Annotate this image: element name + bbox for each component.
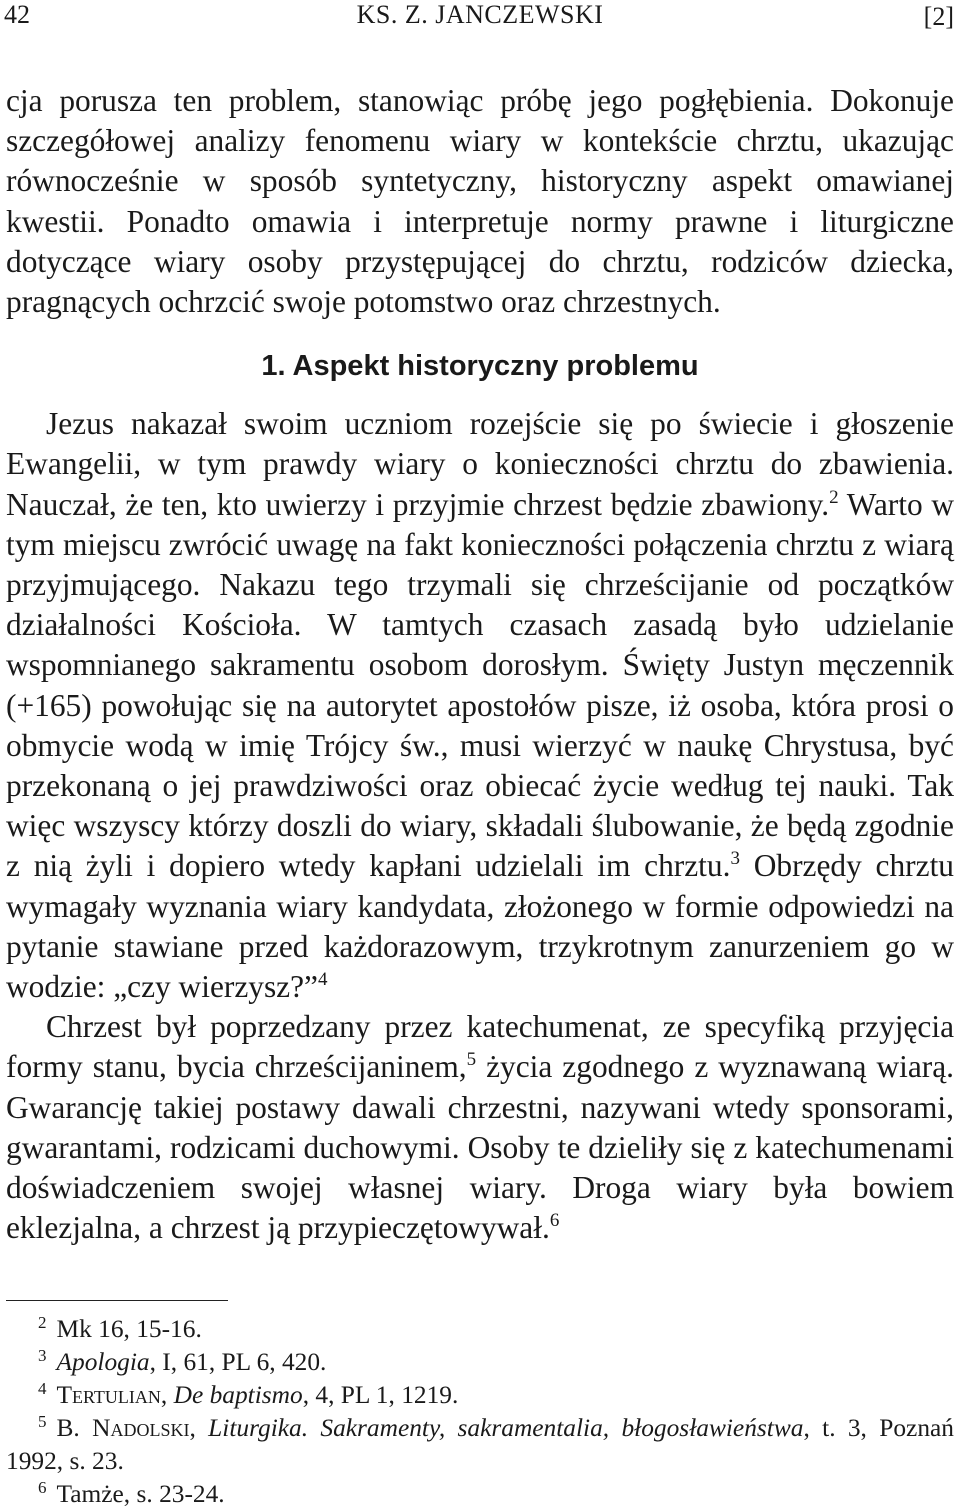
footnote-3 xyxy=(6,1346,954,1379)
section-marker: [2] xyxy=(923,2,954,31)
footnote-number: 2 xyxy=(38,1313,47,1332)
footnote-4 xyxy=(6,1379,954,1412)
footnote-6 xyxy=(6,1478,954,1511)
footnotes xyxy=(6,1313,954,1511)
body-paragraph-1 xyxy=(6,404,954,1007)
footnote-text: Mk 16, 15-16. xyxy=(56,1315,202,1343)
footnote-number: 4 xyxy=(38,1379,47,1398)
footnote-text: , I, 61, PL 6, 420. xyxy=(149,1348,327,1376)
footnote-text: , t. 3, Poznań 1992, s. 23. xyxy=(6,1414,954,1475)
running-author: KS. Z. JANCZEWSKI xyxy=(356,0,604,29)
footnote-2 xyxy=(6,1313,954,1346)
main-text xyxy=(6,81,954,1248)
text-run: życia zgodnego z wyznawaną wiarą. Gwarancję takiej postawy dawali chrzestni, nazywani wtedy sponsorami, gwarantami, rodzicami duchowymi. Osoby te dzieliły się z katechumenami doświadczeniem swojej własnej wiary. Droga wiary była bowiem eklezjalna, a chrzest ją przypieczętowywał. xyxy=(6,1049,955,1246)
text-run: Warto w tym miejscu zwrócić uwagę na fakt konieczności połączenia chrztu z wiarą przyjmującego. Nakazu tego trzymali się chrześcijanie od początków działalności Kościoła. W tamtych czasach zasadą było udzielanie wspomnianego sakramentu osobom dorosłym. Święty Justyn męczennik (+165) powołując się na autorytet apostołów pisze, iż osoba, która prosi o obmycie wodą w imię Trójcy św., musi wierzyć w naukę Chrystusa, być przekonaną o jej prawdziwości oraz obiecać życie według tej nauki. Tak więc wszyscy którzy doszli do wiary, składali ślubowanie, że będą zgodnie z nią żyli i dopiero wtedy kapłani udzielali im chrztu. xyxy=(6,486,954,884)
body-paragraph-2 xyxy=(6,1007,954,1248)
footnote-number: 5 xyxy=(38,1412,47,1431)
text-run: Chrzest był poprzedzany przez katechumenat, ze specyfiką przyjęcia formy stanu, bycia chrześcijaninem, xyxy=(6,1009,954,1085)
footnote-ref[interactable]: 5 xyxy=(466,1049,477,1071)
footnote-title: Liturgika. Sakramenty, sakramentalia, błogosławieństwa xyxy=(208,1414,804,1442)
text-run: Obrzędy chrztu wymagały wyznania wiary kandydata, złożonego w formie odpowiedzi na pytanie stawiane przed każdorazowym, trzykrotnym zanurzeniem go w wodzie: „czy wierzysz?” xyxy=(6,848,954,1005)
intro-paragraph: cja porusza ten problem, stanowiąc próbę jego pogłębienia. Dokonuje szczegółowej analizy fenomenu wiary w kontekście chrztu, ukazując równocześnie w sposób syntetyczny, historyczny aspekt omawianej kwestii. Ponadto omawia i interpretuje normy prawne i liturgiczne dotyczące wiary osoby przystępującej do chrztu, rodziców dziecka, pragnących ochrzcić swoje potomstwo oraz chrzestnych. xyxy=(6,83,954,320)
footnote-5 xyxy=(6,1412,954,1478)
running-header xyxy=(0,0,960,34)
footnote-number: 6 xyxy=(38,1478,47,1497)
section-heading: 1. Aspekt historyczny problemu xyxy=(261,350,699,383)
footnote-title: Apologia xyxy=(56,1348,150,1376)
footnote-author-initial: B. xyxy=(56,1414,80,1442)
footnote-author: Nadolski, xyxy=(92,1414,196,1442)
footnote-ref[interactable]: 3 xyxy=(730,848,740,870)
footnote-ref[interactable]: 2 xyxy=(829,486,839,508)
footnote-title: De baptismo xyxy=(173,1381,303,1409)
footnote-text: , 4, PL 1, 1219. xyxy=(302,1381,459,1409)
text-run: Jezus nakazał swoim uczniom rozejście się po świecie i głoszenie Ewangelii, w tym prawdy wiary o konieczności chrztu do zbawienia. Nauczał, że ten, kto uwierzy i przyjmie chrzest będzie zbawiony. xyxy=(6,406,954,522)
footnote-number: 3 xyxy=(38,1346,47,1365)
footnote-text: Tamże, s. 23-24. xyxy=(56,1480,225,1508)
footnote-divider xyxy=(6,1300,228,1301)
page-number: 42 xyxy=(4,0,30,29)
footnote-ref[interactable]: 6 xyxy=(549,1210,560,1232)
footnote-ref[interactable]: 4 xyxy=(317,969,328,991)
footnote-author: Tertulian, xyxy=(56,1381,168,1409)
